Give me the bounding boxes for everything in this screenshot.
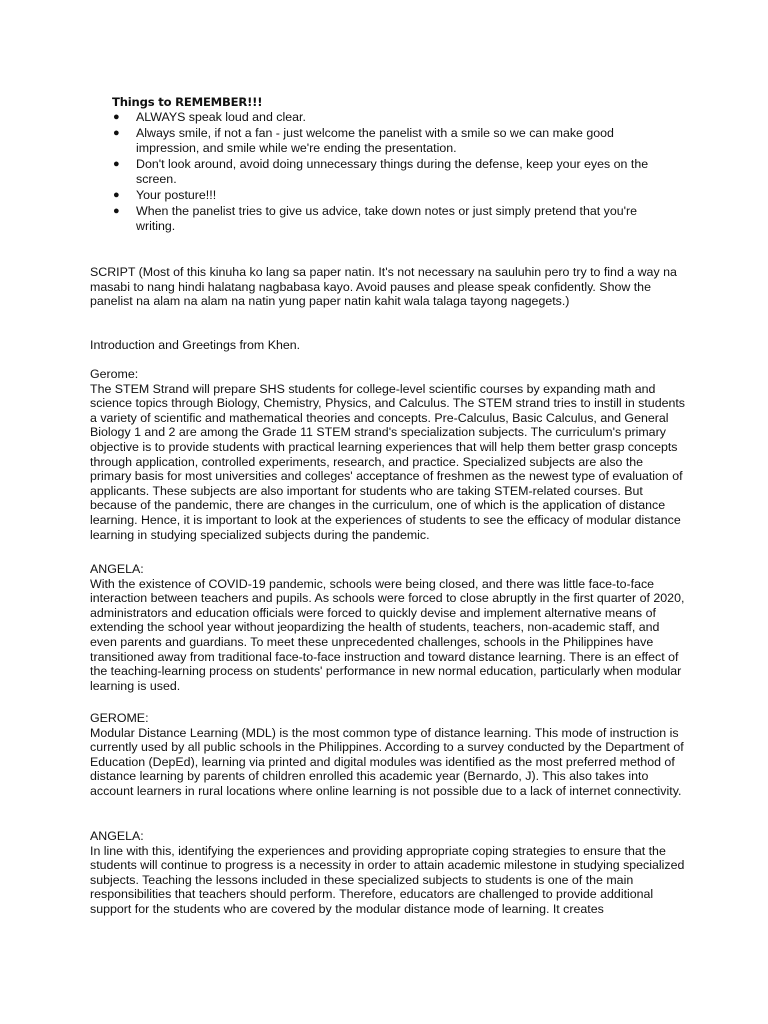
section-text: The STEM Strand will prepare SHS students for college-level scientific courses by expanding math and science topics through Biology, Chemistry, Physics, and Calculus. The STEM strand tries to instill in students a variety of scientific and mathematical theories and concepts. Pre-Calculus, Basic Calculus, and General Biology 1 and 2 are among the Grade 11 STEM strand's specialization subjects. The curriculum's primary objective is to provide students with practical learning experiences that will help them better grasp concepts through application, controlled experiments, research, and practice. Specialized subjects are also the primary basis for most universities and colleges' acceptance of freshmen as the newest type of evaluation of applicants. These subjects are also important for students who are taking STEM-related courses. But because of the pandemic, there are changes in the curriculum, one of which is the application of distance learning. Hence, it is important to look at the experiences of students to see the efficacy of modular distance learning in studying specialized subjects during the pandemic.	[90, 381, 686, 542]
section-angela-2	[90, 829, 690, 917]
section-gerome-1	[90, 367, 686, 542]
remember-list	[112, 110, 672, 235]
bullet-icon: ●	[113, 157, 120, 170]
speaker-label: Gerome:	[90, 367, 139, 381]
section-text: With the existence of COVID-19 pandemic, schools were being closed, and there was little face-to-face interaction between teachers and pupils. As schools were forced to close abruptly in the first quarter of 2020, administrators and education officials were forced to quickly devise and implement alternative means of extending the school year without jeopardizing the health of students, teachers, non-academic staff, and even parents and guardians. To meet these unprecedented challenges, schools in the Philippines have transitioned away from traditional face-to-face instruction and toward distance learning. There is an effect of the teaching-learning process on students' performance in new normal education, particularly when modular learning is used.	[90, 576, 685, 693]
list-item: ● Don't look around, avoid doing unnecessary things during the defense, keep your eyes on the screen.	[113, 156, 649, 186]
section-angela-1	[90, 562, 688, 693]
section-text: Modular Distance Learning (MDL) is the most common type of distance learning. This mode of instruction is currently used by all public schools in the Philippines. According to a survey conducted by the Department of Education (DepEd), learning via printed and digital modules was identified as the most preferred method of distance learning by parents of children enrolled this academic year (Bernardo, J). This also takes into account learners in rural locations where online learning is not possible due to a lack of internet connectivity.	[90, 725, 684, 798]
bullet-icon: ●	[113, 204, 120, 217]
speaker-label: ANGELA:	[90, 829, 144, 843]
list-item: ● Your posture!!!	[113, 187, 217, 202]
speaker-label: ANGELA:	[90, 562, 144, 576]
section-gerome-2	[90, 711, 688, 799]
list-item: ● When the panelist tries to give us advice, take down notes or just simply pretend that you're writing.	[113, 203, 638, 233]
section-text: In line with this, identifying the experiences and providing appropriate coping strategies to ensure that the students will continue to progress is a necessity in order to attain academic milestone in studying specialized subjects. Teaching the lessons included in these specialized subjects to students is one of the main responsibilities that teachers should perform. Therefore, educators are challenged to provide additional support for the students who are covered by the modular distance mode of learning. It creates	[90, 843, 685, 916]
speaker-label: GEROME:	[90, 711, 149, 725]
intro-line: Introduction and Greetings from Khen.	[90, 338, 301, 352]
script-note: SCRIPT (Most of this kinuha ko lang sa paper natin. It's not necessary na sauluhin pero try to find a way na masabi to nang hindi halatang nagbabasa kayo. Avoid pauses and please speak confidently. Show the panelist na alam na alam na natin yung paper natin kahit wala talaga tayong nagegets.)	[90, 265, 677, 309]
list-item: ● Always smile, if not a fan - just welcome the panelist with a smile so we can make good impression, and smile while we're ending the presentation.	[113, 126, 614, 155]
remember-heading: Things to REMEMBER!!!	[112, 95, 263, 109]
bullet-icon: ●	[113, 127, 120, 140]
list-item: ● ALWAYS speak loud and clear.	[113, 110, 306, 124]
bullet-icon: ●	[113, 111, 120, 123]
bullet-icon: ●	[113, 188, 120, 201]
